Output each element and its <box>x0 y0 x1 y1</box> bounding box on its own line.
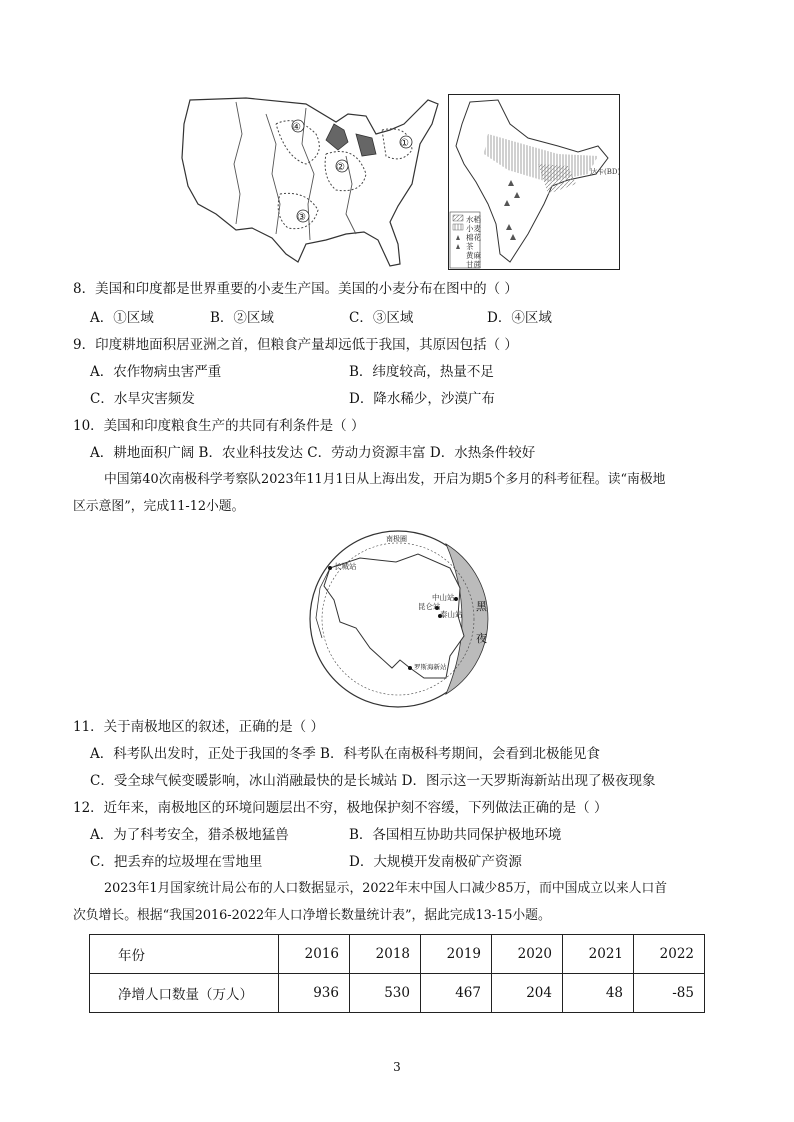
q8-option-c[interactable]: C．③区域 <box>349 310 414 326</box>
usa-label-4: ④ <box>292 122 301 133</box>
india-crop-map <box>448 94 620 270</box>
legend-tea: 茶 <box>466 242 474 251</box>
intro-population-line-2: 次负增长。根据“我国2016-2022年人口净增长数量统计表”，据此完成13-15小题。 <box>73 908 551 923</box>
q12-option-d[interactable]: D．大规模开发南极矿产资源 <box>349 854 522 870</box>
q8-option-a[interactable]: A．①区域 <box>90 310 154 326</box>
legend-wheat: 小麦 <box>466 224 481 233</box>
night-label-2: 夜 <box>476 632 487 645</box>
station-changcheng: 长城站 <box>334 562 357 571</box>
table-value-cell: 467 <box>421 974 492 1013</box>
q8-option-d[interactable]: D．④区域 <box>487 310 552 326</box>
legend-rice: 水稻 <box>466 215 481 224</box>
antarctic-map <box>300 528 496 710</box>
legend-cotton: 棉花 <box>466 233 481 242</box>
q9-stem: 9．印度耕地面积居亚洲之首，但粮食产量却远低于我国，其原因包括（ ） <box>73 337 518 353</box>
q8-option-b[interactable]: B．②区域 <box>210 310 274 326</box>
intro-antarctic-line-2: 区示意图”，完成11-12小题。 <box>73 499 245 514</box>
usa-wheat-map <box>176 94 444 272</box>
night-label-1: 黑 <box>476 600 487 613</box>
q9-option-c[interactable]: C．水旱灾害频发 <box>90 391 195 407</box>
q11-stem: 11．关于南极地区的叙述，正确的是（ ） <box>73 719 324 735</box>
legend-jute: 黄麻 <box>466 251 481 260</box>
q10-stem: 10．美国和印度粮食生产的共同有利条件是（ ） <box>73 418 365 434</box>
table-row-values <box>90 974 705 1013</box>
q12-option-b[interactable]: B．各国相互协助共同保护极地环境 <box>349 827 562 843</box>
usa-label-3: ③ <box>297 212 306 223</box>
station-zhongshan: 中山站 <box>432 593 455 602</box>
q12-option-a[interactable]: A．为了科考安全，猎杀极地猛兽 <box>90 827 289 843</box>
usa-label-2: ② <box>336 162 345 173</box>
q10-options[interactable]: A．耕地面积广阔 B．农业科技发达 C．劳动力资源丰富 D．水热条件较好 <box>90 445 536 461</box>
antarctic-circle-label: 南极圈 <box>386 535 407 543</box>
q9-option-b[interactable]: B．纬度较高，热量不足 <box>349 364 494 380</box>
table-year-cell: 2018 <box>350 935 421 974</box>
table-header-label: 年份 <box>90 935 279 974</box>
usa-label-1: ① <box>400 138 409 149</box>
station-luosihai: 罗斯海新站 <box>414 663 447 671</box>
table-year-cell: 2020 <box>492 935 563 974</box>
q8-stem: 8．美国和印度都是世界重要的小麦生产国。美国的小麦分布在图中的（ ） <box>73 281 518 297</box>
table-value-cell: 530 <box>350 974 421 1013</box>
q11-options-ab[interactable]: A．科考队出发时，正处于我国的冬季 B．科考队在南极科考期间，会看到北极能见食 <box>90 746 600 762</box>
page-number: 3 <box>393 1060 401 1074</box>
intro-population-line-1: 2023年1月国家统计局公布的人口数据显示，2022年末中国人口减少85万，而中国成立以来人口首 <box>104 881 668 896</box>
q12-option-c[interactable]: C．把丢弃的垃圾埋在雪地里 <box>90 854 263 870</box>
q11-options-cd[interactable]: C．受全球气候变暖影响，冰山消融最快的是长城站 D．图示这一天罗斯海新站出现了极夜现象 <box>90 773 656 789</box>
population-table <box>89 934 705 1013</box>
table-year-cell: 2019 <box>421 935 492 974</box>
legend-sugarcane: 甘蔗 <box>466 260 481 269</box>
intro-antarctic-line-1: 中国第40次南极科学考察队2023年11月1日从上海出发，开启为期5个多月的科考征程。读“南极地 <box>104 472 666 487</box>
q12-stem: 12．近年来，南极地区的环境问题层出不穷，极地保护刻不容缓，下列做法正确的是（ ） <box>73 800 608 816</box>
table-year-cell: 2016 <box>279 935 350 974</box>
table-row-years <box>90 935 705 974</box>
table-year-cell: 2021 <box>563 935 634 974</box>
q9-option-a[interactable]: A．农作物病虫害严重 <box>90 364 222 380</box>
table-value-cell: 204 <box>492 974 563 1013</box>
station-kunlun: 昆仑站 <box>418 602 441 611</box>
table-value-cell: 48 <box>563 974 634 1013</box>
table-year-cell: 2022 <box>634 935 705 974</box>
table-row-label: 净增人口数量（万人） <box>90 974 279 1013</box>
station-taishan: 泰山站 <box>440 610 463 619</box>
q9-option-d[interactable]: D．降水稀少，沙漠广布 <box>349 391 495 407</box>
table-value-cell: 936 <box>279 974 350 1013</box>
india-place-label: 达卡(BD) <box>590 168 620 176</box>
table-value-cell: -85 <box>634 974 705 1013</box>
